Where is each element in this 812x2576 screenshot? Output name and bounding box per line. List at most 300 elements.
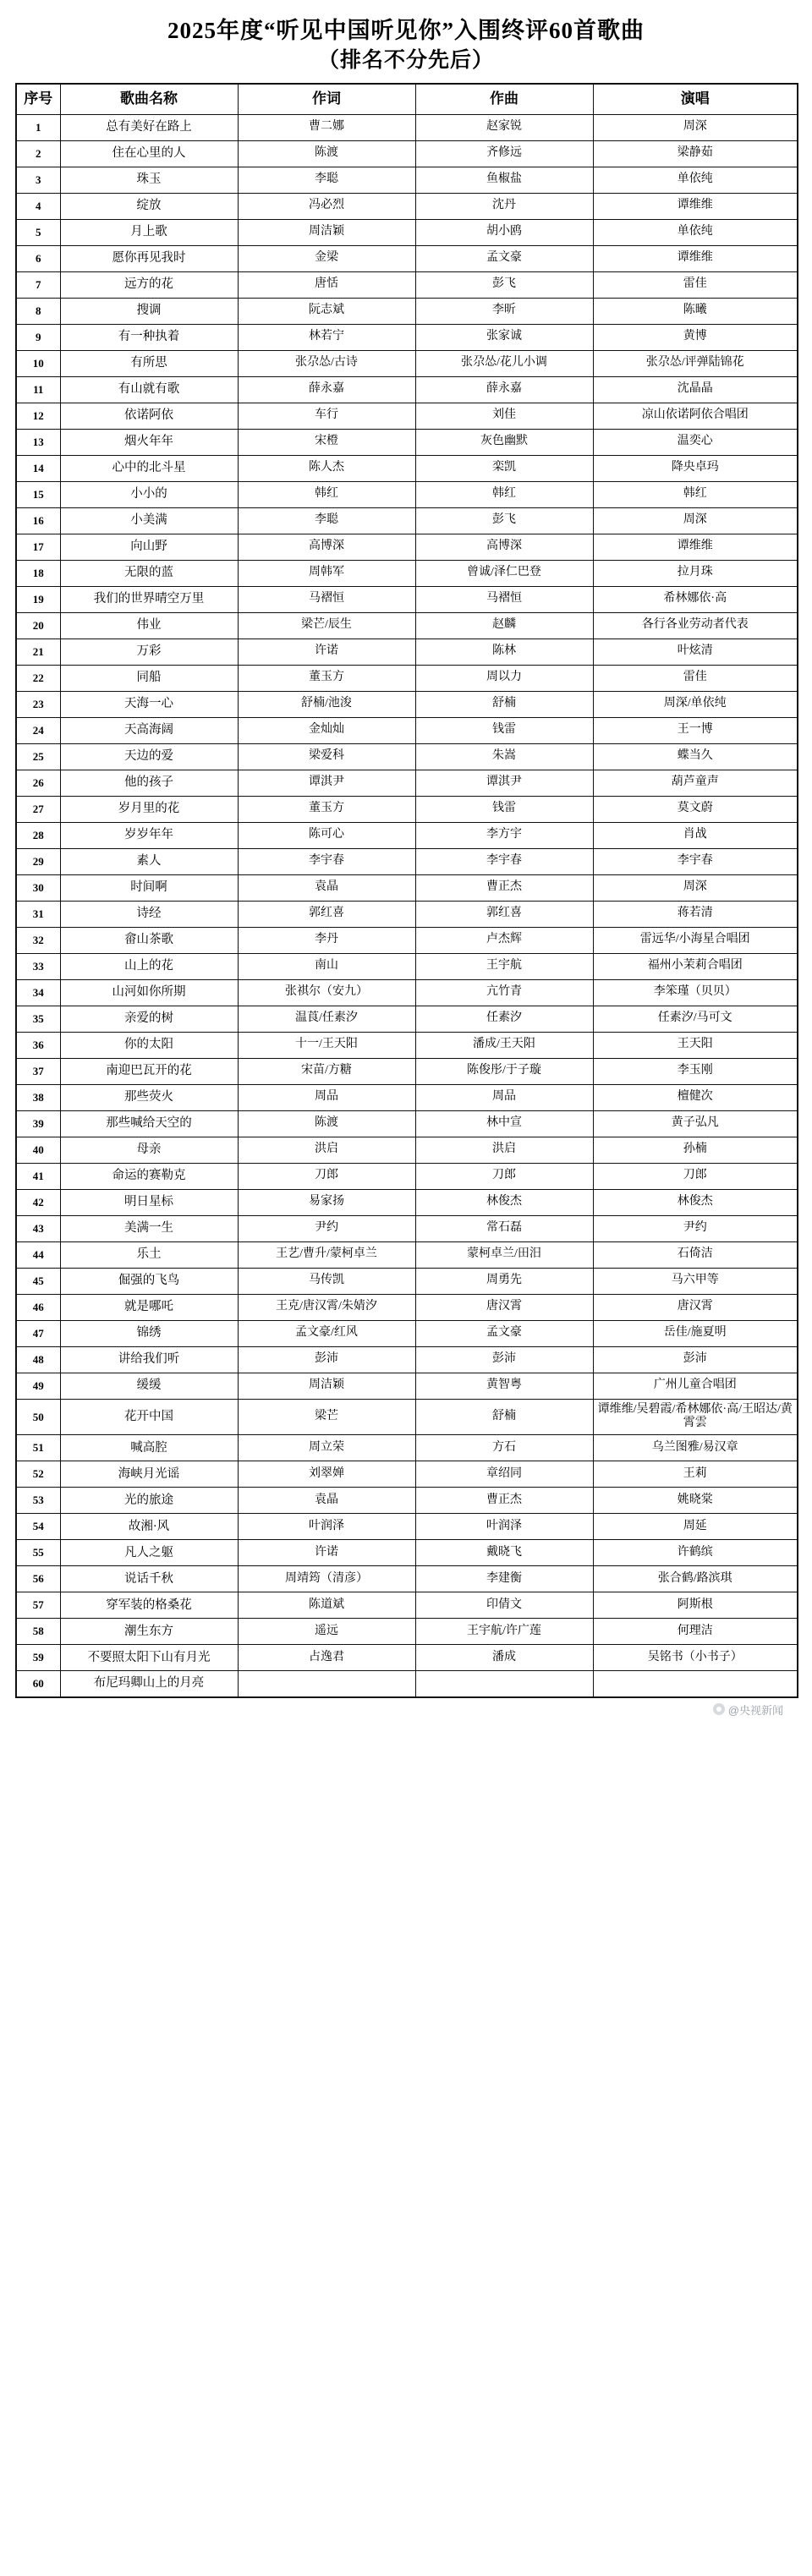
song-singer: 唐汉霄 xyxy=(593,1294,798,1320)
song-name: 珠玉 xyxy=(60,167,238,193)
song-singer: 石倚洁 xyxy=(593,1241,798,1268)
song-composer: 钱雷 xyxy=(415,717,593,743)
song-lyricist: 周品 xyxy=(238,1084,415,1110)
table-row xyxy=(16,324,798,350)
song-singer: 广州儿童合唱团 xyxy=(593,1373,798,1399)
song-name: 愿你再见我时 xyxy=(60,245,238,271)
song-index: 31 xyxy=(16,901,60,927)
song-index: 22 xyxy=(16,665,60,691)
song-composer: 栾凯 xyxy=(415,455,593,481)
table-row xyxy=(16,822,798,848)
song-lyricist: 曹二娜 xyxy=(238,114,415,140)
song-composer: 周品 xyxy=(415,1084,593,1110)
song-index: 12 xyxy=(16,403,60,429)
song-singer: 肖战 xyxy=(593,822,798,848)
song-singer: 雷佳 xyxy=(593,271,798,298)
song-composer: 赵麟 xyxy=(415,612,593,639)
song-index: 57 xyxy=(16,1592,60,1619)
table-row xyxy=(16,612,798,639)
song-composer: 潘成 xyxy=(415,1645,593,1671)
song-composer: 舒楠 xyxy=(415,1399,593,1435)
song-composer: 胡小鸥 xyxy=(415,219,593,245)
song-singer: 周深 xyxy=(593,874,798,901)
song-singer: 梁静茹 xyxy=(593,140,798,167)
song-composer: 林俊杰 xyxy=(415,1189,593,1215)
song-lyricist: 周韩军 xyxy=(238,560,415,586)
table-row xyxy=(16,271,798,298)
song-singer: 周深 xyxy=(593,114,798,140)
song-singer: 李笨瑾（贝贝） xyxy=(593,979,798,1006)
song-index: 44 xyxy=(16,1241,60,1268)
song-name: 南迎巴瓦开的花 xyxy=(60,1058,238,1084)
table-row xyxy=(16,953,798,979)
song-name: 穿军装的格桑花 xyxy=(60,1592,238,1619)
song-composer: 谭淇尹 xyxy=(415,770,593,796)
table-row xyxy=(16,1006,798,1032)
song-singer: 莫文蔚 xyxy=(593,796,798,822)
song-name: 向山野 xyxy=(60,534,238,560)
song-index: 39 xyxy=(16,1110,60,1137)
song-lyricist: 温莨/任素汐 xyxy=(238,1006,415,1032)
song-composer: 郭红喜 xyxy=(415,901,593,927)
song-index: 42 xyxy=(16,1189,60,1215)
song-lyricist: 十一/王天阳 xyxy=(238,1032,415,1058)
song-lyricist: 高博深 xyxy=(238,534,415,560)
song-composer: 洪启 xyxy=(415,1137,593,1163)
song-name: 小小的 xyxy=(60,481,238,507)
song-name: 小美满 xyxy=(60,507,238,534)
table-row xyxy=(16,639,798,665)
song-lyricist: 许诺 xyxy=(238,1540,415,1566)
song-index: 56 xyxy=(16,1566,60,1592)
song-index: 5 xyxy=(16,219,60,245)
song-composer: 马褶恒 xyxy=(415,586,593,612)
song-lyricist: 梁芒 xyxy=(238,1399,415,1435)
song-composer: 舒楠 xyxy=(415,691,593,717)
song-singer: 福州小茉莉合唱团 xyxy=(593,953,798,979)
song-singer: 刀郎 xyxy=(593,1163,798,1189)
song-singer xyxy=(593,1671,798,1697)
song-index: 50 xyxy=(16,1399,60,1435)
song-name: 他的孩子 xyxy=(60,770,238,796)
table-row xyxy=(16,1058,798,1084)
table-row xyxy=(16,979,798,1006)
song-index: 54 xyxy=(16,1514,60,1540)
song-singer: 拉月珠 xyxy=(593,560,798,586)
song-index: 17 xyxy=(16,534,60,560)
song-index: 13 xyxy=(16,429,60,455)
song-name: 就是哪吒 xyxy=(60,1294,238,1320)
table-row xyxy=(16,1163,798,1189)
song-composer: 周勇先 xyxy=(415,1268,593,1294)
song-name: 那些喊给天空的 xyxy=(60,1110,238,1137)
song-singer: 张尕怂/评弹陆锦花 xyxy=(593,350,798,376)
song-name: 伟业 xyxy=(60,612,238,639)
song-name: 同船 xyxy=(60,665,238,691)
song-name: 总有美好在路上 xyxy=(60,114,238,140)
song-index: 60 xyxy=(16,1671,60,1697)
song-singer: 韩红 xyxy=(593,481,798,507)
song-singer: 马六甲等 xyxy=(593,1268,798,1294)
song-index: 47 xyxy=(16,1320,60,1346)
song-singer: 凉山依诺阿依合唱团 xyxy=(593,403,798,429)
song-index: 46 xyxy=(16,1294,60,1320)
song-name: 山上的花 xyxy=(60,953,238,979)
column-header-composer: 作曲 xyxy=(415,84,593,114)
song-singer: 王莉 xyxy=(593,1461,798,1488)
song-composer: 钱雷 xyxy=(415,796,593,822)
song-composer: 李宇春 xyxy=(415,848,593,874)
song-composer: 黄智粤 xyxy=(415,1373,593,1399)
song-composer: 彭沛 xyxy=(415,1346,593,1373)
song-singer: 李玉刚 xyxy=(593,1058,798,1084)
song-index: 19 xyxy=(16,586,60,612)
songs-table xyxy=(15,83,798,1697)
song-composer: 张家诚 xyxy=(415,324,593,350)
table-row xyxy=(16,429,798,455)
song-singer: 希林娜依·高 xyxy=(593,586,798,612)
song-lyricist: 宋橙 xyxy=(238,429,415,455)
song-name: 讲给我们听 xyxy=(60,1346,238,1373)
song-lyricist: 周洁颖 xyxy=(238,1373,415,1399)
song-lyricist: 王克/唐汉霄/朱婧汐 xyxy=(238,1294,415,1320)
song-lyricist: 马褶恒 xyxy=(238,586,415,612)
song-lyricist: 宋苗/方糖 xyxy=(238,1058,415,1084)
song-name: 我们的世界晴空万里 xyxy=(60,586,238,612)
table-header-row xyxy=(16,84,798,114)
song-index: 11 xyxy=(16,376,60,403)
song-index: 25 xyxy=(16,743,60,770)
song-index: 58 xyxy=(16,1619,60,1645)
table-row xyxy=(16,927,798,953)
song-composer: 周以力 xyxy=(415,665,593,691)
song-composer: 刀郎 xyxy=(415,1163,593,1189)
table-row xyxy=(16,507,798,534)
table-row xyxy=(16,743,798,770)
table-row xyxy=(16,796,798,822)
table-row xyxy=(16,1399,798,1435)
song-name: 畲山茶歌 xyxy=(60,927,238,953)
song-name: 天高海阔 xyxy=(60,717,238,743)
table-row xyxy=(16,665,798,691)
song-name: 母亲 xyxy=(60,1137,238,1163)
song-index: 29 xyxy=(16,848,60,874)
song-composer: 陈俊彤/于子璇 xyxy=(415,1058,593,1084)
song-composer: 曾诚/泽仁巴登 xyxy=(415,560,593,586)
song-name: 倔强的飞鸟 xyxy=(60,1268,238,1294)
table-row xyxy=(16,848,798,874)
song-index: 6 xyxy=(16,245,60,271)
song-name: 烟火年年 xyxy=(60,429,238,455)
song-name: 住在心里的人 xyxy=(60,140,238,167)
song-singer: 许鹤缤 xyxy=(593,1540,798,1566)
song-composer: 灰色幽默 xyxy=(415,429,593,455)
song-lyricist: 韩红 xyxy=(238,481,415,507)
song-name: 天边的爱 xyxy=(60,743,238,770)
song-name: 布尼玛卿山上的月亮 xyxy=(60,1671,238,1697)
table-row xyxy=(16,1373,798,1399)
song-lyricist: 郭红喜 xyxy=(238,901,415,927)
table-row xyxy=(16,1461,798,1488)
song-composer: 卢杰辉 xyxy=(415,927,593,953)
song-composer: 李方宇 xyxy=(415,822,593,848)
song-index: 37 xyxy=(16,1058,60,1084)
song-lyricist: 袁晶 xyxy=(238,1488,415,1514)
song-name: 天海一心 xyxy=(60,691,238,717)
song-lyricist: 董玉方 xyxy=(238,796,415,822)
song-composer xyxy=(415,1671,593,1697)
table-row xyxy=(16,874,798,901)
song-composer: 沈丹 xyxy=(415,193,593,219)
song-singer: 谭维维/吴碧霞/希林娜依·高/王昭达/黄霄雲 xyxy=(593,1399,798,1435)
table-row xyxy=(16,481,798,507)
song-name: 有一种执着 xyxy=(60,324,238,350)
song-singer: 周深/单依纯 xyxy=(593,691,798,717)
song-index: 14 xyxy=(16,455,60,481)
song-lyricist: 占逸君 xyxy=(238,1645,415,1671)
title-line-2: （排名不分先后） xyxy=(317,48,494,72)
song-index: 36 xyxy=(16,1032,60,1058)
table-row xyxy=(16,1032,798,1058)
song-composer: 张尕怂/花儿小调 xyxy=(415,350,593,376)
song-composer: 赵家锐 xyxy=(415,114,593,140)
title-line-1: 2025年度“听见中国听见你”入围终评60首歌曲 xyxy=(167,18,645,43)
table-row xyxy=(16,1346,798,1373)
song-name: 那些荧火 xyxy=(60,1084,238,1110)
table-row xyxy=(16,1110,798,1137)
song-lyricist: 车行 xyxy=(238,403,415,429)
song-name: 明日星标 xyxy=(60,1189,238,1215)
song-lyricist: 周洁颖 xyxy=(238,219,415,245)
song-singer: 彭沛 xyxy=(593,1346,798,1373)
song-index: 41 xyxy=(16,1163,60,1189)
song-composer: 鱼椒盐 xyxy=(415,167,593,193)
song-index: 51 xyxy=(16,1435,60,1461)
table-row xyxy=(16,1241,798,1268)
song-lyricist: 舒楠/池浚 xyxy=(238,691,415,717)
song-index: 59 xyxy=(16,1645,60,1671)
table-row xyxy=(16,350,798,376)
song-composer: 孟文豪 xyxy=(415,1320,593,1346)
song-singer: 王一博 xyxy=(593,717,798,743)
song-singer: 葫芦童声 xyxy=(593,770,798,796)
table-row xyxy=(16,717,798,743)
song-composer: 亢竹青 xyxy=(415,979,593,1006)
song-name: 凡人之躯 xyxy=(60,1540,238,1566)
song-singer: 任素汐/马可文 xyxy=(593,1006,798,1032)
song-name: 心中的北斗星 xyxy=(60,455,238,481)
table-row xyxy=(16,1514,798,1540)
song-singer: 黄子弘凡 xyxy=(593,1110,798,1137)
song-index: 27 xyxy=(16,796,60,822)
song-name: 故湘·风 xyxy=(60,1514,238,1540)
song-composer: 曹正杰 xyxy=(415,1488,593,1514)
song-lyricist: 叶润泽 xyxy=(238,1514,415,1540)
song-lyricist: 李聪 xyxy=(238,507,415,534)
song-composer: 李建衡 xyxy=(415,1566,593,1592)
table-body xyxy=(16,114,798,1697)
song-index: 21 xyxy=(16,639,60,665)
table-header xyxy=(16,84,798,114)
song-index: 49 xyxy=(16,1373,60,1399)
table-row xyxy=(16,1619,798,1645)
song-name: 远方的花 xyxy=(60,271,238,298)
song-composer: 高博深 xyxy=(415,534,593,560)
column-header-singer: 演唱 xyxy=(593,84,798,114)
song-lyricist: 董玉方 xyxy=(238,665,415,691)
column-header-song: 歌曲名称 xyxy=(60,84,238,114)
table-row xyxy=(16,586,798,612)
song-singer: 乌兰图雅/易汉章 xyxy=(593,1435,798,1461)
song-singer: 阿斯根 xyxy=(593,1592,798,1619)
table-row xyxy=(16,560,798,586)
song-lyricist: 冯必烈 xyxy=(238,193,415,219)
song-composer: 林中宣 xyxy=(415,1110,593,1137)
song-lyricist: 袁晶 xyxy=(238,874,415,901)
song-name: 时间啊 xyxy=(60,874,238,901)
song-name: 乐土 xyxy=(60,1241,238,1268)
table-row xyxy=(16,1137,798,1163)
song-singer: 周深 xyxy=(593,507,798,534)
song-index: 55 xyxy=(16,1540,60,1566)
song-singer: 雷远华/小海星合唱团 xyxy=(593,927,798,953)
song-name: 喊高腔 xyxy=(60,1435,238,1461)
song-name: 亲爱的树 xyxy=(60,1006,238,1032)
song-index: 23 xyxy=(16,691,60,717)
song-composer: 韩红 xyxy=(415,481,593,507)
song-index: 38 xyxy=(16,1084,60,1110)
song-singer: 岳佳/施夏明 xyxy=(593,1320,798,1346)
song-composer: 王宇航 xyxy=(415,953,593,979)
table-row xyxy=(16,298,798,324)
song-index: 7 xyxy=(16,271,60,298)
table-row xyxy=(16,1645,798,1671)
song-composer: 彭飞 xyxy=(415,507,593,534)
song-name: 你的太阳 xyxy=(60,1032,238,1058)
table-row xyxy=(16,534,798,560)
song-index: 3 xyxy=(16,167,60,193)
song-lyricist: 洪启 xyxy=(238,1137,415,1163)
song-name: 说话千秋 xyxy=(60,1566,238,1592)
song-lyricist: 南山 xyxy=(238,953,415,979)
song-index: 10 xyxy=(16,350,60,376)
weibo-credit xyxy=(713,1702,783,1718)
song-composer: 陈林 xyxy=(415,639,593,665)
song-singer: 谭维维 xyxy=(593,534,798,560)
song-composer: 方石 xyxy=(415,1435,593,1461)
song-name: 无限的蓝 xyxy=(60,560,238,586)
song-name: 月上歌 xyxy=(60,219,238,245)
song-singer: 陈曦 xyxy=(593,298,798,324)
song-singer: 雷佳 xyxy=(593,665,798,691)
song-index: 45 xyxy=(16,1268,60,1294)
song-lyricist: 孟文豪/红风 xyxy=(238,1320,415,1346)
song-composer: 李昕 xyxy=(415,298,593,324)
song-lyricist: 陈渡 xyxy=(238,140,415,167)
song-lyricist: 马传凯 xyxy=(238,1268,415,1294)
song-singer: 谭维维 xyxy=(593,245,798,271)
table-row xyxy=(16,219,798,245)
song-lyricist: 薛永嘉 xyxy=(238,376,415,403)
song-lyricist: 许诺 xyxy=(238,639,415,665)
song-name: 命运的赛勒克 xyxy=(60,1163,238,1189)
song-singer: 蝶当久 xyxy=(593,743,798,770)
song-lyricist: 陈可心 xyxy=(238,822,415,848)
song-composer: 刘佳 xyxy=(415,403,593,429)
song-singer: 林俊杰 xyxy=(593,1189,798,1215)
song-name: 有山就有歌 xyxy=(60,376,238,403)
song-index: 34 xyxy=(16,979,60,1006)
song-composer: 蒙柯卓兰/田汨 xyxy=(415,1241,593,1268)
song-singer: 叶炫清 xyxy=(593,639,798,665)
song-lyricist: 陈道斌 xyxy=(238,1592,415,1619)
song-singer: 李宇春 xyxy=(593,848,798,874)
song-singer: 张合鹤/路滨琪 xyxy=(593,1566,798,1592)
song-name: 有所思 xyxy=(60,350,238,376)
table-row xyxy=(16,245,798,271)
song-index: 4 xyxy=(16,193,60,219)
song-lyricist: 尹约 xyxy=(238,1215,415,1241)
table-row xyxy=(16,193,798,219)
song-index: 53 xyxy=(16,1488,60,1514)
song-singer: 尹约 xyxy=(593,1215,798,1241)
table-row xyxy=(16,140,798,167)
song-lyricist: 李宇春 xyxy=(238,848,415,874)
song-lyricist: 遥远 xyxy=(238,1619,415,1645)
song-index: 32 xyxy=(16,927,60,953)
song-lyricist: 张祺尔（安九） xyxy=(238,979,415,1006)
table-row xyxy=(16,1268,798,1294)
song-lyricist: 周靖筠（清彦） xyxy=(238,1566,415,1592)
song-index: 15 xyxy=(16,481,60,507)
song-name: 岁岁年年 xyxy=(60,822,238,848)
song-lyricist: 刘翠婵 xyxy=(238,1461,415,1488)
song-lyricist: 谭淇尹 xyxy=(238,770,415,796)
song-composer: 任素汐 xyxy=(415,1006,593,1032)
song-lyricist: 梁爱科 xyxy=(238,743,415,770)
song-index: 2 xyxy=(16,140,60,167)
song-composer: 彭飞 xyxy=(415,271,593,298)
song-name: 潮生东方 xyxy=(60,1619,238,1645)
song-singer: 单依纯 xyxy=(593,167,798,193)
song-lyricist: 王艺/曹升/蒙柯卓兰 xyxy=(238,1241,415,1268)
table-row xyxy=(16,167,798,193)
weibo-logo-icon xyxy=(713,1703,725,1715)
song-lyricist: 易家扬 xyxy=(238,1189,415,1215)
song-singer: 黄博 xyxy=(593,324,798,350)
table-row xyxy=(16,770,798,796)
song-name: 光的旅途 xyxy=(60,1488,238,1514)
song-composer: 孟文豪 xyxy=(415,245,593,271)
song-lyricist: 陈渡 xyxy=(238,1110,415,1137)
song-singer: 姚晓棠 xyxy=(593,1488,798,1514)
song-singer: 周延 xyxy=(593,1514,798,1540)
table-row xyxy=(16,1435,798,1461)
song-name: 诗经 xyxy=(60,901,238,927)
song-singer: 王天阳 xyxy=(593,1032,798,1058)
song-index: 26 xyxy=(16,770,60,796)
song-name: 素人 xyxy=(60,848,238,874)
table-row xyxy=(16,1566,798,1592)
song-lyricist: 李聪 xyxy=(238,167,415,193)
table-row xyxy=(16,1215,798,1241)
song-name: 锦绣 xyxy=(60,1320,238,1346)
song-lyricist: 张尕怂/古诗 xyxy=(238,350,415,376)
song-index: 30 xyxy=(16,874,60,901)
column-header-lyricist: 作词 xyxy=(238,84,415,114)
song-name: 搜调 xyxy=(60,298,238,324)
song-lyricist: 金灿灿 xyxy=(238,717,415,743)
